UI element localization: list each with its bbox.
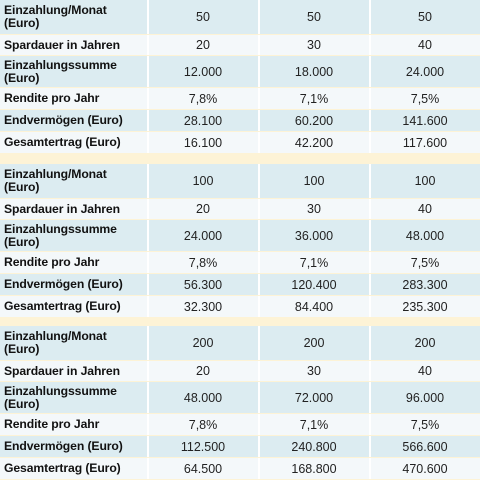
row-label: Spardauer in Jahren — [4, 363, 120, 378]
table-row — [0, 56, 480, 87]
column-divider — [147, 132, 149, 153]
column-divider — [258, 382, 260, 413]
table-cell: 200 — [192, 336, 214, 350]
table-row — [0, 274, 480, 295]
column-divider — [258, 274, 260, 295]
column-divider — [258, 220, 260, 251]
row-label: Gesamtertrag (Euro) — [4, 135, 121, 149]
table-cell: 100 — [414, 174, 436, 188]
column-divider — [147, 361, 149, 381]
table-cell: 100 — [303, 174, 325, 188]
table-cell: 18.000 — [294, 64, 334, 79]
table-row — [0, 199, 480, 219]
table-cell: 30 — [307, 38, 321, 52]
column-divider — [258, 35, 260, 55]
column-divider — [258, 110, 260, 131]
row-label: Endvermögen (Euro) — [4, 439, 123, 453]
table-cell: 40 — [418, 202, 432, 216]
table-cell: 7,1% — [299, 417, 329, 432]
column-divider — [258, 132, 260, 153]
column-divider — [147, 35, 149, 55]
column-divider — [369, 0, 371, 34]
table-cell: 7,1% — [299, 91, 329, 106]
table-cell: 7,8% — [188, 255, 218, 270]
column-divider — [147, 326, 149, 360]
column-divider — [369, 252, 371, 273]
row-label: Spardauer in Jahren — [4, 201, 120, 216]
table-row — [0, 220, 480, 251]
row-label: Einzahlungssumme (Euro) — [4, 383, 117, 411]
table-cell: 48.000 — [183, 390, 223, 405]
column-divider — [147, 110, 149, 131]
row-label: Endvermögen (Euro) — [4, 277, 123, 291]
table-cell: 100 — [192, 174, 214, 188]
table-cell: 36.000 — [294, 228, 334, 243]
table-cell: 20 — [196, 202, 210, 216]
column-divider — [369, 326, 371, 360]
column-divider — [147, 436, 149, 457]
table-cell: 168.800 — [291, 461, 337, 476]
column-divider — [147, 296, 149, 317]
column-divider — [369, 414, 371, 435]
column-divider — [147, 164, 149, 198]
table-cell: 32.300 — [183, 299, 223, 314]
row-label: Einzahlung/Monat (Euro) — [4, 329, 107, 356]
table-row — [0, 0, 480, 34]
table-row — [0, 414, 480, 435]
table-cell: 120.400 — [291, 277, 337, 292]
table-cell: 12.000 — [183, 64, 223, 79]
table-cell: 30 — [307, 364, 321, 378]
table-row — [0, 436, 480, 457]
table-cell: 235.300 — [402, 299, 448, 314]
table-cell: 7,8% — [188, 417, 218, 432]
column-divider — [258, 458, 260, 479]
column-divider — [147, 414, 149, 435]
table-cell: 50 — [196, 10, 210, 24]
column-divider — [258, 0, 260, 34]
column-divider — [258, 88, 260, 109]
table-cell: 566.600 — [402, 439, 448, 454]
column-divider — [258, 199, 260, 219]
row-label: Einzahlung/Monat (Euro) — [4, 167, 107, 194]
column-divider — [258, 436, 260, 457]
row-label: Einzahlung/Monat (Euro) — [4, 3, 107, 30]
table-cell: 50 — [418, 10, 432, 24]
table-cell: 283.300 — [402, 277, 448, 292]
row-label: Gesamtertrag (Euro) — [4, 461, 121, 475]
table-row — [0, 252, 480, 273]
table-row — [0, 382, 480, 413]
table-cell: 20 — [196, 364, 210, 378]
table-cell: 42.200 — [294, 135, 334, 150]
row-label: Rendite pro Jahr — [4, 91, 100, 105]
row-label: Endvermögen (Euro) — [4, 113, 123, 127]
table-cell: 200 — [303, 336, 325, 350]
column-divider — [147, 56, 149, 87]
column-divider — [258, 164, 260, 198]
table-cell: 470.600 — [402, 461, 448, 476]
row-label: Einzahlungssumme (Euro) — [4, 221, 117, 249]
column-divider — [369, 164, 371, 198]
column-divider — [369, 361, 371, 381]
column-divider — [147, 88, 149, 109]
row-label: Einzahlungssumme (Euro) — [4, 57, 117, 85]
table-cell: 16.100 — [183, 135, 223, 150]
column-divider — [369, 458, 371, 479]
column-divider — [369, 35, 371, 55]
column-divider — [258, 326, 260, 360]
column-divider — [369, 220, 371, 251]
column-divider — [369, 274, 371, 295]
table-cell: 64.500 — [183, 461, 223, 476]
table-cell: 50 — [307, 10, 321, 24]
column-divider — [369, 436, 371, 457]
column-divider — [147, 274, 149, 295]
column-divider — [258, 296, 260, 317]
table-cell: 40 — [418, 38, 432, 52]
table-cell: 96.000 — [405, 390, 445, 405]
table-cell: 7,5% — [410, 91, 440, 106]
table-cell: 30 — [307, 202, 321, 216]
column-divider — [369, 56, 371, 87]
column-divider — [369, 382, 371, 413]
table-cell: 240.800 — [291, 439, 337, 454]
row-label: Rendite pro Jahr — [4, 255, 100, 269]
table-cell: 7,1% — [299, 255, 329, 270]
column-divider — [369, 88, 371, 109]
column-divider — [369, 132, 371, 153]
table-row — [0, 164, 480, 198]
table-cell: 28.100 — [183, 113, 223, 128]
table-cell: 84.400 — [294, 299, 334, 314]
table-cell: 117.600 — [402, 135, 448, 150]
column-divider — [258, 252, 260, 273]
column-divider — [258, 414, 260, 435]
column-divider — [369, 199, 371, 219]
column-divider — [147, 220, 149, 251]
row-label: Spardauer in Jahren — [4, 37, 120, 52]
column-divider — [258, 56, 260, 87]
column-divider — [258, 361, 260, 381]
column-divider — [147, 382, 149, 413]
table-cell: 7,8% — [188, 91, 218, 106]
row-label: Gesamtertrag (Euro) — [4, 299, 121, 313]
table-cell: 7,5% — [410, 255, 440, 270]
table-cell: 24.000 — [405, 64, 445, 79]
table-cell: 141.600 — [402, 113, 448, 128]
table-row — [0, 132, 480, 153]
column-divider — [147, 0, 149, 34]
table-row — [0, 326, 480, 360]
column-divider — [369, 296, 371, 317]
table-cell: 60.200 — [294, 113, 334, 128]
table-row — [0, 458, 480, 479]
table-cell: 40 — [418, 364, 432, 378]
table-row — [0, 110, 480, 131]
table-cell: 200 — [414, 336, 436, 350]
table-cell: 24.000 — [183, 228, 223, 243]
table-row — [0, 35, 480, 55]
column-divider — [147, 199, 149, 219]
row-label: Rendite pro Jahr — [4, 417, 100, 431]
table-row — [0, 88, 480, 109]
table-row — [0, 361, 480, 381]
table-row — [0, 296, 480, 317]
table-cell: 112.500 — [180, 439, 226, 454]
column-divider — [147, 458, 149, 479]
table-cell: 56.300 — [183, 277, 223, 292]
table-cell: 48.000 — [405, 228, 445, 243]
column-divider — [369, 110, 371, 131]
table-cell: 72.000 — [294, 390, 334, 405]
table-cell: 20 — [196, 38, 210, 52]
table-cell: 7,5% — [410, 417, 440, 432]
column-divider — [147, 252, 149, 273]
